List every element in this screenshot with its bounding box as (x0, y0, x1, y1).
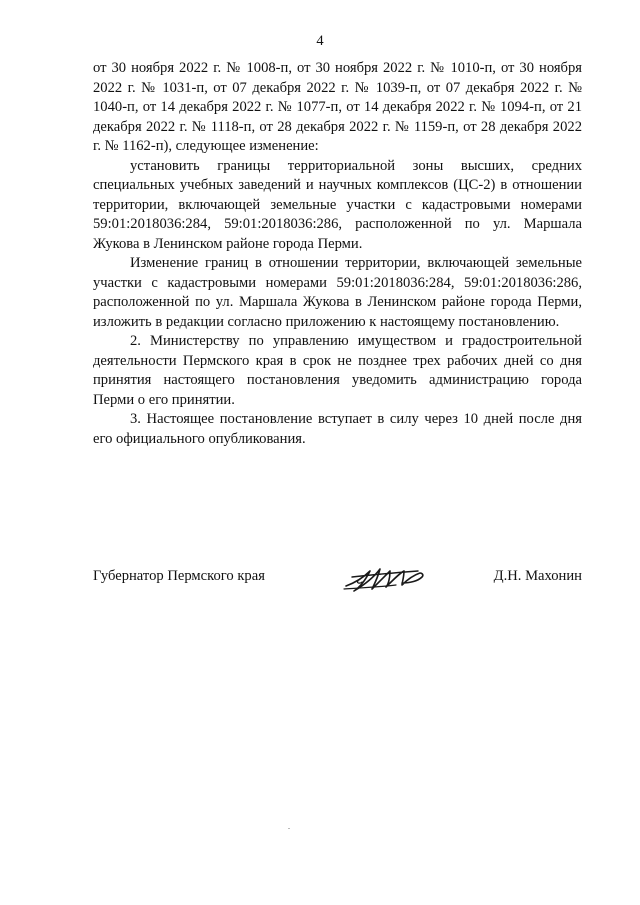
page-number: 4 (316, 33, 324, 49)
signature-block (93, 565, 582, 601)
document-body (93, 59, 582, 449)
intro-paragraph: от 30 ноября 2022 г. № 1008-п, от 30 ноября 2022 г. № 1010-п, от 30 ноября 2022 г. № 1031-п, от 07 декабря 2022 г. № 1039-п, от 07 декабря 2022 г. № 1040-п, от 14 декабря 2022 г. № 1077-п, от 14 декабря 2022 г. № 1094-п, от 21 декабря 2022 г. № 1118-п, от 28 декабря 2022 г. № 1159-п, от 28 декабря 2022 г. № 1162-п), следующее изменение: (93, 60, 582, 154)
handwritten-signature (340, 559, 432, 597)
signatory-title: Губернатор Пермского края (93, 568, 265, 584)
scan-speck (288, 828, 290, 829)
item-2-paragraph: 2. Министерству по управлению имуществом и градостроительной деятельности Пермского края в срок не позднее трех рабочих дней со дня принятия настоящего постановления уведомить администрацию города Перми о его принятии. (93, 333, 582, 408)
item-3-paragraph: 3. Настоящее постановление вступает в силу через 10 дней после дня его официального опубликования. (93, 411, 582, 447)
zone-paragraph: установить границы территориальной зоны высших, средних специальных учебных заведений и научных комплексов (ЦС-2) в отношении территории, включающей земельные участки с кадастровыми номерами 59:01:2018036:284, 59:01:2018036:286, расположенной по ул. Маршала Жукова в Ленинском районе города Перми. (93, 157, 582, 252)
signatory-name: Д.Н. Махонин (493, 568, 582, 584)
boundary-change-paragraph: Изменение границ в отношении территории, включающей земельные участки с кадастровыми номерами 59:01:2018036:284, 59:01:2018036:286, расположенной по ул. Маршала Жукова в Ленинском районе города Перми, изложить в редакции согласно приложению к настоящему постановлению. (93, 255, 582, 330)
